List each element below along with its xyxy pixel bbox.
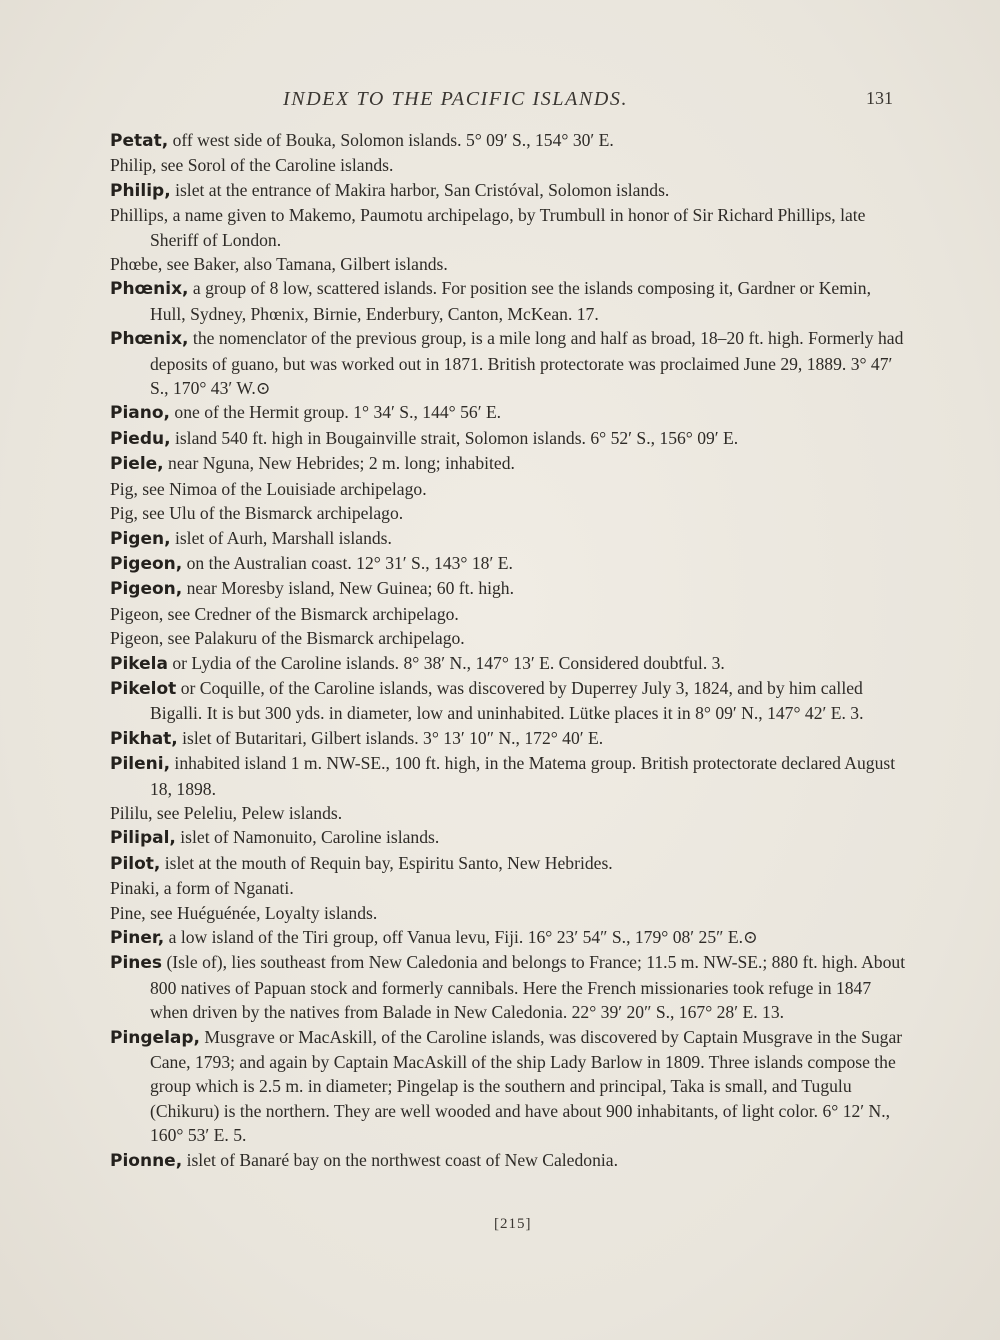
entry-headword: Piedu, <box>110 428 171 449</box>
index-entry <box>110 400 910 425</box>
index-entry <box>110 726 910 751</box>
index-entry <box>110 501 910 525</box>
entry-text: islet of Namonuito, Caroline islands. <box>175 827 440 848</box>
index-entry <box>110 925 910 950</box>
page-number: 131 <box>866 88 893 108</box>
entry-text: islet at the mouth of Requin bay, Espiritu Santo, New Hebrides. <box>160 852 613 873</box>
entry-text: Pigeon, see Credner of the Bismarck archipelago. <box>110 603 459 624</box>
index-entry <box>110 252 910 276</box>
entry-text: a low island of the Tiri group, off Vanua levu, Fiji. 16° 23′ 54″ S., 179° 08′ 25″ E.⊙ <box>164 927 758 947</box>
entry-text: Pigeon, see Palakuru of the Bismarck archipelago. <box>110 628 465 649</box>
index-entry <box>110 203 910 252</box>
entry-text: Philip, see Sorol of the Caroline islands. <box>110 155 394 176</box>
index-entry <box>110 651 910 676</box>
entry-headword: Pikelot <box>110 678 177 699</box>
entry-headword: Pikhat, <box>110 728 178 749</box>
entry-text: near Nguna, New Hebrides; 2 m. long; inhabited. <box>163 453 515 474</box>
index-entry <box>110 276 910 326</box>
entry-headword: Pigeon, <box>110 579 183 600</box>
entry-headword: Pingelap, <box>110 1027 201 1048</box>
index-entry <box>110 751 910 801</box>
entry-text: Musgrave or MacAskill, of the Caroline islands, was discovered by Captain Musgrave in the Sugar Cane, 1793; and again by Captain MacAskill of the ship Lady Barlow in 1809. Three islands compose the group which is 2.5 m. in diameter; Pingelap is the southern and principal, Taka is small, and Tugulu (Chikuru) is the northern. They are well wooded and have about 900 inhabitants, of light color. 6° 12′ N., 160° 53′ E. 5. <box>150 1026 903 1146</box>
index-entry <box>110 1025 910 1148</box>
entry-headword: Phœnix, <box>110 329 189 350</box>
index-entry <box>110 1148 910 1173</box>
entry-text: off west side of Bouka, Solomon islands. 5° 09′ S., 154° 30′ E. <box>168 130 614 150</box>
entry-headword: Pionne, <box>110 1150 183 1171</box>
entry-text: Pine, see Huéguénée, Loyalty islands. <box>110 902 378 923</box>
entry-text: Pililu, see Peleliu, Pelew islands. <box>110 802 343 823</box>
entry-headword: Pileni, <box>110 754 171 775</box>
entry-text: on the Australian coast. 12° 31′ S., 143° 18′ E. <box>182 552 513 573</box>
entry-headword: Pigeon, <box>110 553 183 574</box>
entry-text: a group of 8 low, scattered islands. For position see the islands composing it, Gardner or Kemin, Hull, Sydney, Phœnix, Birnie, Enderbury, Canton, McKean. 17. <box>150 278 871 324</box>
entry-headword: Piele, <box>110 454 164 475</box>
index-entry <box>110 451 910 476</box>
entry-text: inhabited island 1 m. NW-SE., 100 ft. high, in the Matema group. British protectorate declared August 18, 1898. <box>150 753 896 799</box>
entry-text: islet of Butaritari, Gilbert islands. 3° 13′ 10″ N., 172° 40′ E. <box>177 727 604 748</box>
entry-headword: Pilipal, <box>110 828 176 849</box>
entry-headword: Petat, <box>110 131 169 151</box>
entry-text: islet of Banaré bay on the northwest coast of New Caledonia. <box>182 1149 618 1170</box>
entry-text: near Moresby island, New Guinea; 60 ft. high. <box>182 578 514 599</box>
index-entry <box>110 626 910 650</box>
index-entry <box>110 950 910 1024</box>
index-entry <box>110 851 910 876</box>
entry-text: or Lydia of the Caroline islands. 8° 38′ N., 147° 13′ E. Considered doubtful. 3. <box>167 652 725 673</box>
index-entry <box>110 477 910 501</box>
entry-text: Phœbe, see Baker, also Tamana, Gilbert islands. <box>110 254 448 275</box>
entry-headword: Philip, <box>110 180 171 201</box>
entry-headword: Phœnix, <box>110 279 189 300</box>
index-entry <box>110 178 910 203</box>
index-entry <box>110 153 910 177</box>
entry-text: Phillips, a name given to Makemo, Paumotu archipelago, by Trumbull in honor of Sir Richard Phillips, late Sheriff of London. <box>110 205 866 250</box>
entry-text: the nomenclator of the previous group, is a mile long and half as broad, 18–20 ft. high. Formerly had deposits of guano, but was worked out in 1871. British protectorate was proclaimed June 29, 1889. 3° 47′ S., 170° 43′ W.⊙ <box>150 328 904 399</box>
entry-headword: Pines <box>110 953 163 974</box>
index-entry <box>110 876 910 900</box>
index-entries <box>110 128 910 1173</box>
index-entry <box>110 602 910 626</box>
entry-text: (Isle of), lies southeast from New Caledonia and belongs to France; 11.5 m. NW-SE.; 880 ft. high. About 800 natives of Papuan stock and formerly cannibals. Here the French missionaries took refuge in 1847 when driven by the natives from Balade in New Caledonia. 22° 39′ 20″ S., 167° 28′ E. 13. <box>150 952 906 1023</box>
index-entry <box>110 526 910 551</box>
entry-headword: Piner, <box>110 928 165 948</box>
index-entry <box>110 128 910 153</box>
index-entry <box>110 801 910 825</box>
index-entry <box>110 576 910 601</box>
index-entry <box>110 676 910 726</box>
entry-text: or Coquille, of the Caroline islands, was discovered by Duperrey July 3, 1824, and by him called Bigalli. It is but 300 yds. in diameter, low and uninhabited. Lütke places it in 8° 09′ N., 147° 42′ E. 3. <box>150 677 864 724</box>
index-entry <box>110 825 910 850</box>
entry-headword: Pikela <box>110 653 168 674</box>
entry-text: islet at the entrance of Makira harbor, San Cristóval, Solomon islands. <box>170 179 670 200</box>
index-entry <box>110 901 910 925</box>
entry-text: island 540 ft. high in Bougainville strait, Solomon islands. 6° 52′ S., 156° 09′ E. <box>170 427 739 448</box>
index-entry <box>110 326 910 400</box>
entry-text: Pinaki, a form of Nganati. <box>110 878 294 899</box>
index-entry <box>110 426 910 451</box>
index-entry <box>110 551 910 576</box>
running-title: INDEX TO THE PACIFIC ISLANDS. <box>283 88 629 110</box>
entry-text: Pig, see Ulu of the Bismarck archipelago. <box>110 503 404 524</box>
entry-text: one of the Hermit group. 1° 34′ S., 144° 56′ E. <box>170 402 502 423</box>
entry-text: islet of Aurh, Marshall islands. <box>170 527 392 548</box>
folio-number: [215] <box>494 1216 532 1232</box>
entry-headword: Pilot, <box>110 853 161 874</box>
entry-headword: Pigen, <box>110 528 171 549</box>
entry-text: Pig, see Nimoa of the Louisiade archipelago. <box>110 478 427 499</box>
entry-headword: Piano, <box>110 403 170 424</box>
